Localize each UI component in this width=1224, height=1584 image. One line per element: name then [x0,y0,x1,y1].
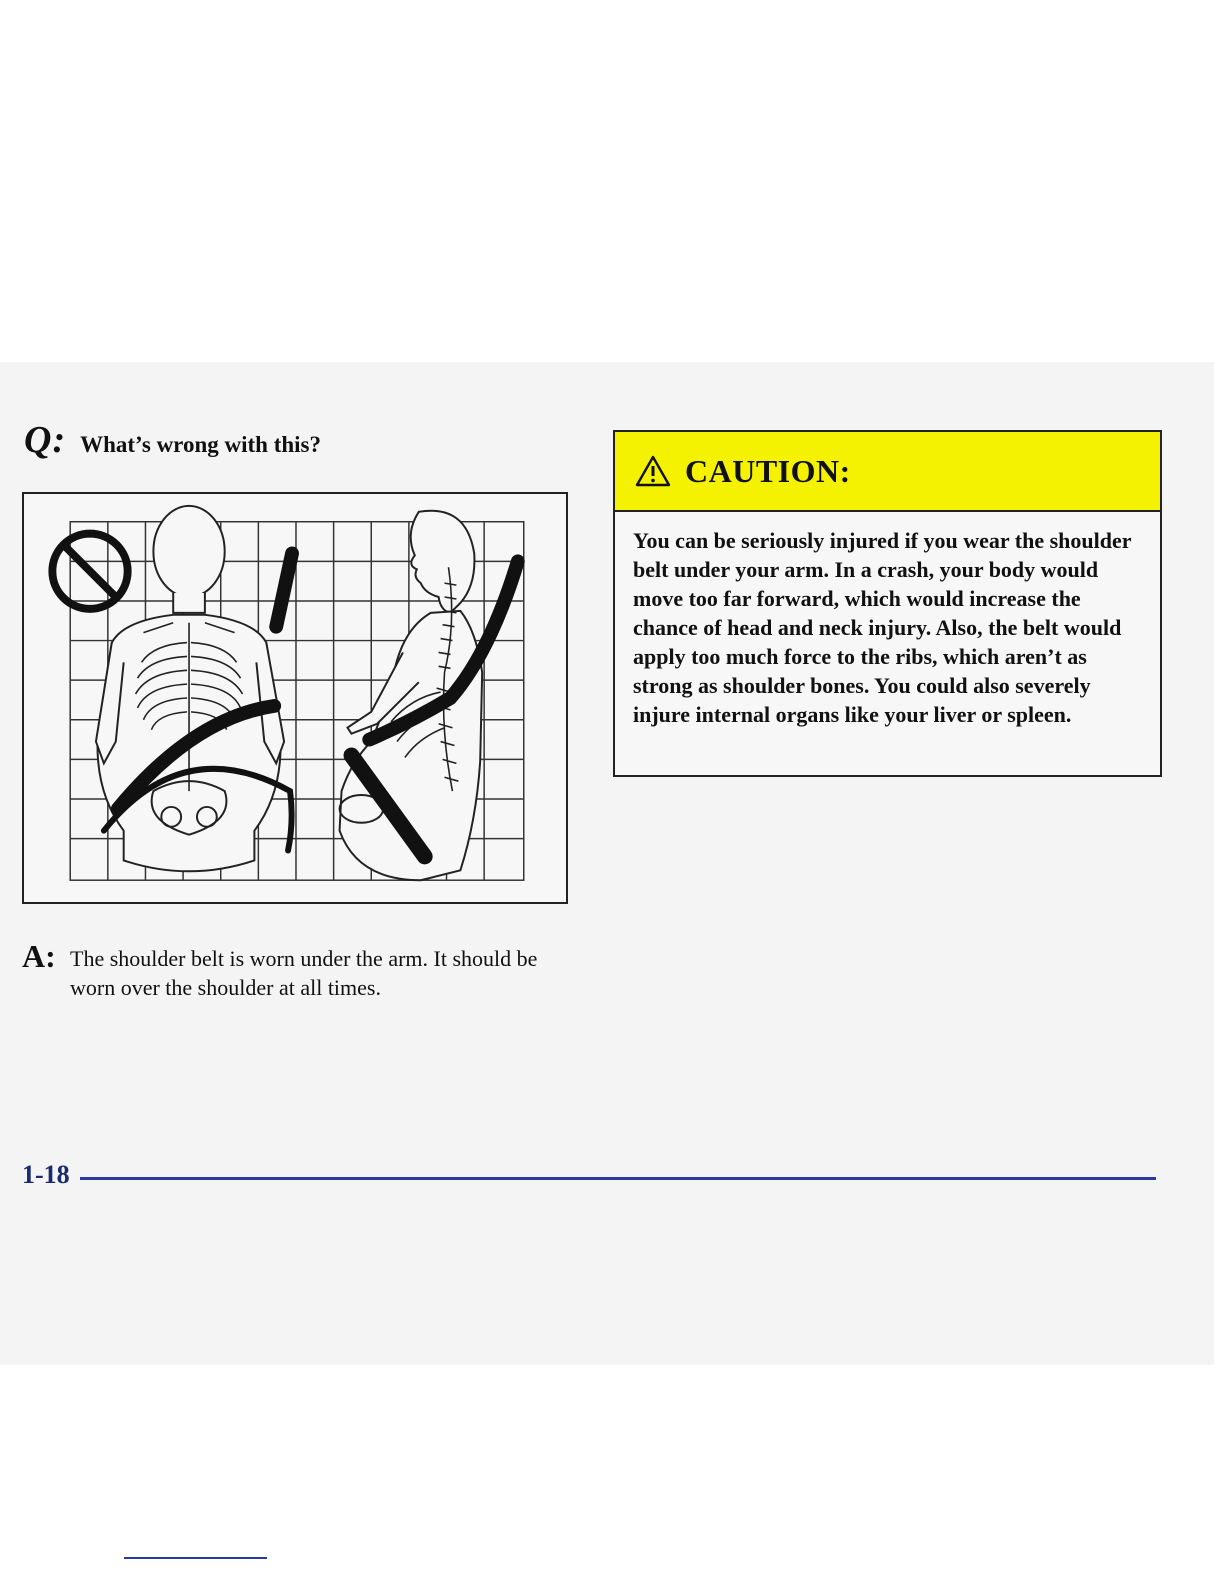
caution-header [615,432,1160,512]
answer-label: A: [22,938,56,974]
caution-title: CAUTION: [685,452,851,489]
answer [22,940,582,1002]
seatbelt-illustration [22,492,568,904]
bottom-rule [124,1557,267,1559]
footer-rule [80,1177,1156,1180]
page-footer [22,1160,1156,1190]
caution-box [613,430,1162,777]
page-number: 1-18 [22,1160,70,1189]
warning-triangle-icon [635,455,671,487]
question [24,418,321,462]
caution-text: You can be seriously injured if you wear the shoulder belt under your arm. In a crash, your body would move too far forward, which would increase the chance of head and neck injury. Also, the belt would apply too much force to the ribs, which aren’t as strong as shoulder bones. You could also severely injure internal organs like your liver or spleen. [633,528,1132,727]
prohibited-icon [52,534,127,609]
question-text: What’s wrong with this? [80,432,322,457]
question-label: Q: [24,419,67,461]
answer-text: The shoulder belt is worn under the arm. It should be worn over the shoulder at all times. [70,946,538,1000]
